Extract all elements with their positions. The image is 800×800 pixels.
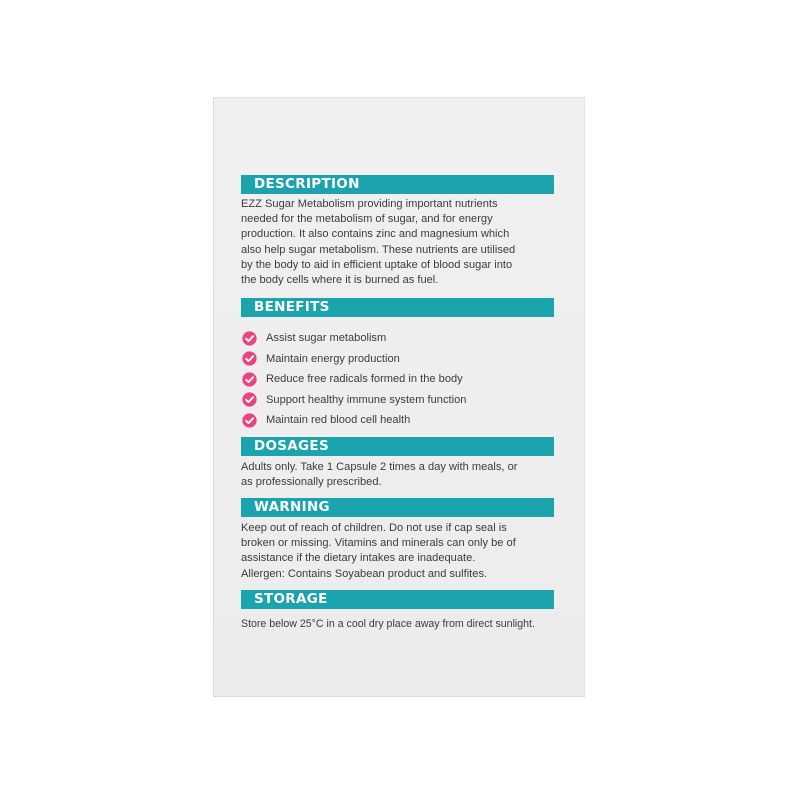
benefit-label: Support healthy immune system function [266,393,467,406]
description-line: production. It also contains zinc and magnesium which [241,228,510,241]
check-circle-icon [242,331,257,346]
dosages-line: Adults only. Take 1 Capsule 2 times a day with meals, or [241,461,518,473]
benefit-label: Assist sugar metabolism [266,332,387,345]
storage-title: STORAGE [254,591,328,607]
storage-header [241,590,554,609]
warning-header [241,498,554,517]
benefit-item [242,328,562,349]
description-line: by the body to aid in efficient uptake of blood sugar into [241,258,513,271]
warning-line: broken or missing. Vitamins and minerals can only be of [241,537,516,550]
benefit-label: Maintain energy production [266,352,400,365]
warning-title: WARNING [254,499,330,515]
benefits-header [241,298,554,317]
dosages-header [241,437,554,456]
benefit-item [242,390,562,411]
benefit-label: Maintain red blood cell health [266,414,411,427]
benefit-item [242,410,562,431]
dosages-text [241,460,559,490]
storage-line: Store below 25°C in a cool dry place away from direct sunlight. [241,618,535,630]
warning-line: assistance if the dietary intakes are inadequate. [241,552,476,565]
benefits-list [242,328,562,431]
description-line: EZZ Sugar Metabolism providing important nutrients [241,198,498,210]
warning-line: Keep out of reach of children. Do not use if cap seal is [241,522,507,534]
description-header [241,175,554,194]
benefit-item [242,369,562,390]
benefit-label: Reduce free radicals formed in the body [266,373,463,386]
check-circle-icon [242,372,257,387]
check-circle-icon [242,392,257,407]
allergen-line: Allergen: Contains Soyabean product and sulfites. [241,567,488,580]
check-circle-icon [242,413,257,428]
warning-text [241,521,559,582]
description-text [241,197,559,288]
description-line: the body cells where it is burned as fuel. [241,274,439,287]
check-circle-icon [242,351,257,366]
description-title: DESCRIPTION [254,176,360,192]
storage-text [241,617,571,632]
description-line: also help sugar metabolism. These nutrients are utilised [241,243,516,256]
dosages-title: DOSAGES [254,438,329,454]
description-line: needed for the metabolism of sugar, and for energy [241,213,493,226]
benefit-item [242,349,562,370]
benefits-title: BENEFITS [254,299,330,315]
dosages-line: as professionally prescribed. [241,476,382,489]
